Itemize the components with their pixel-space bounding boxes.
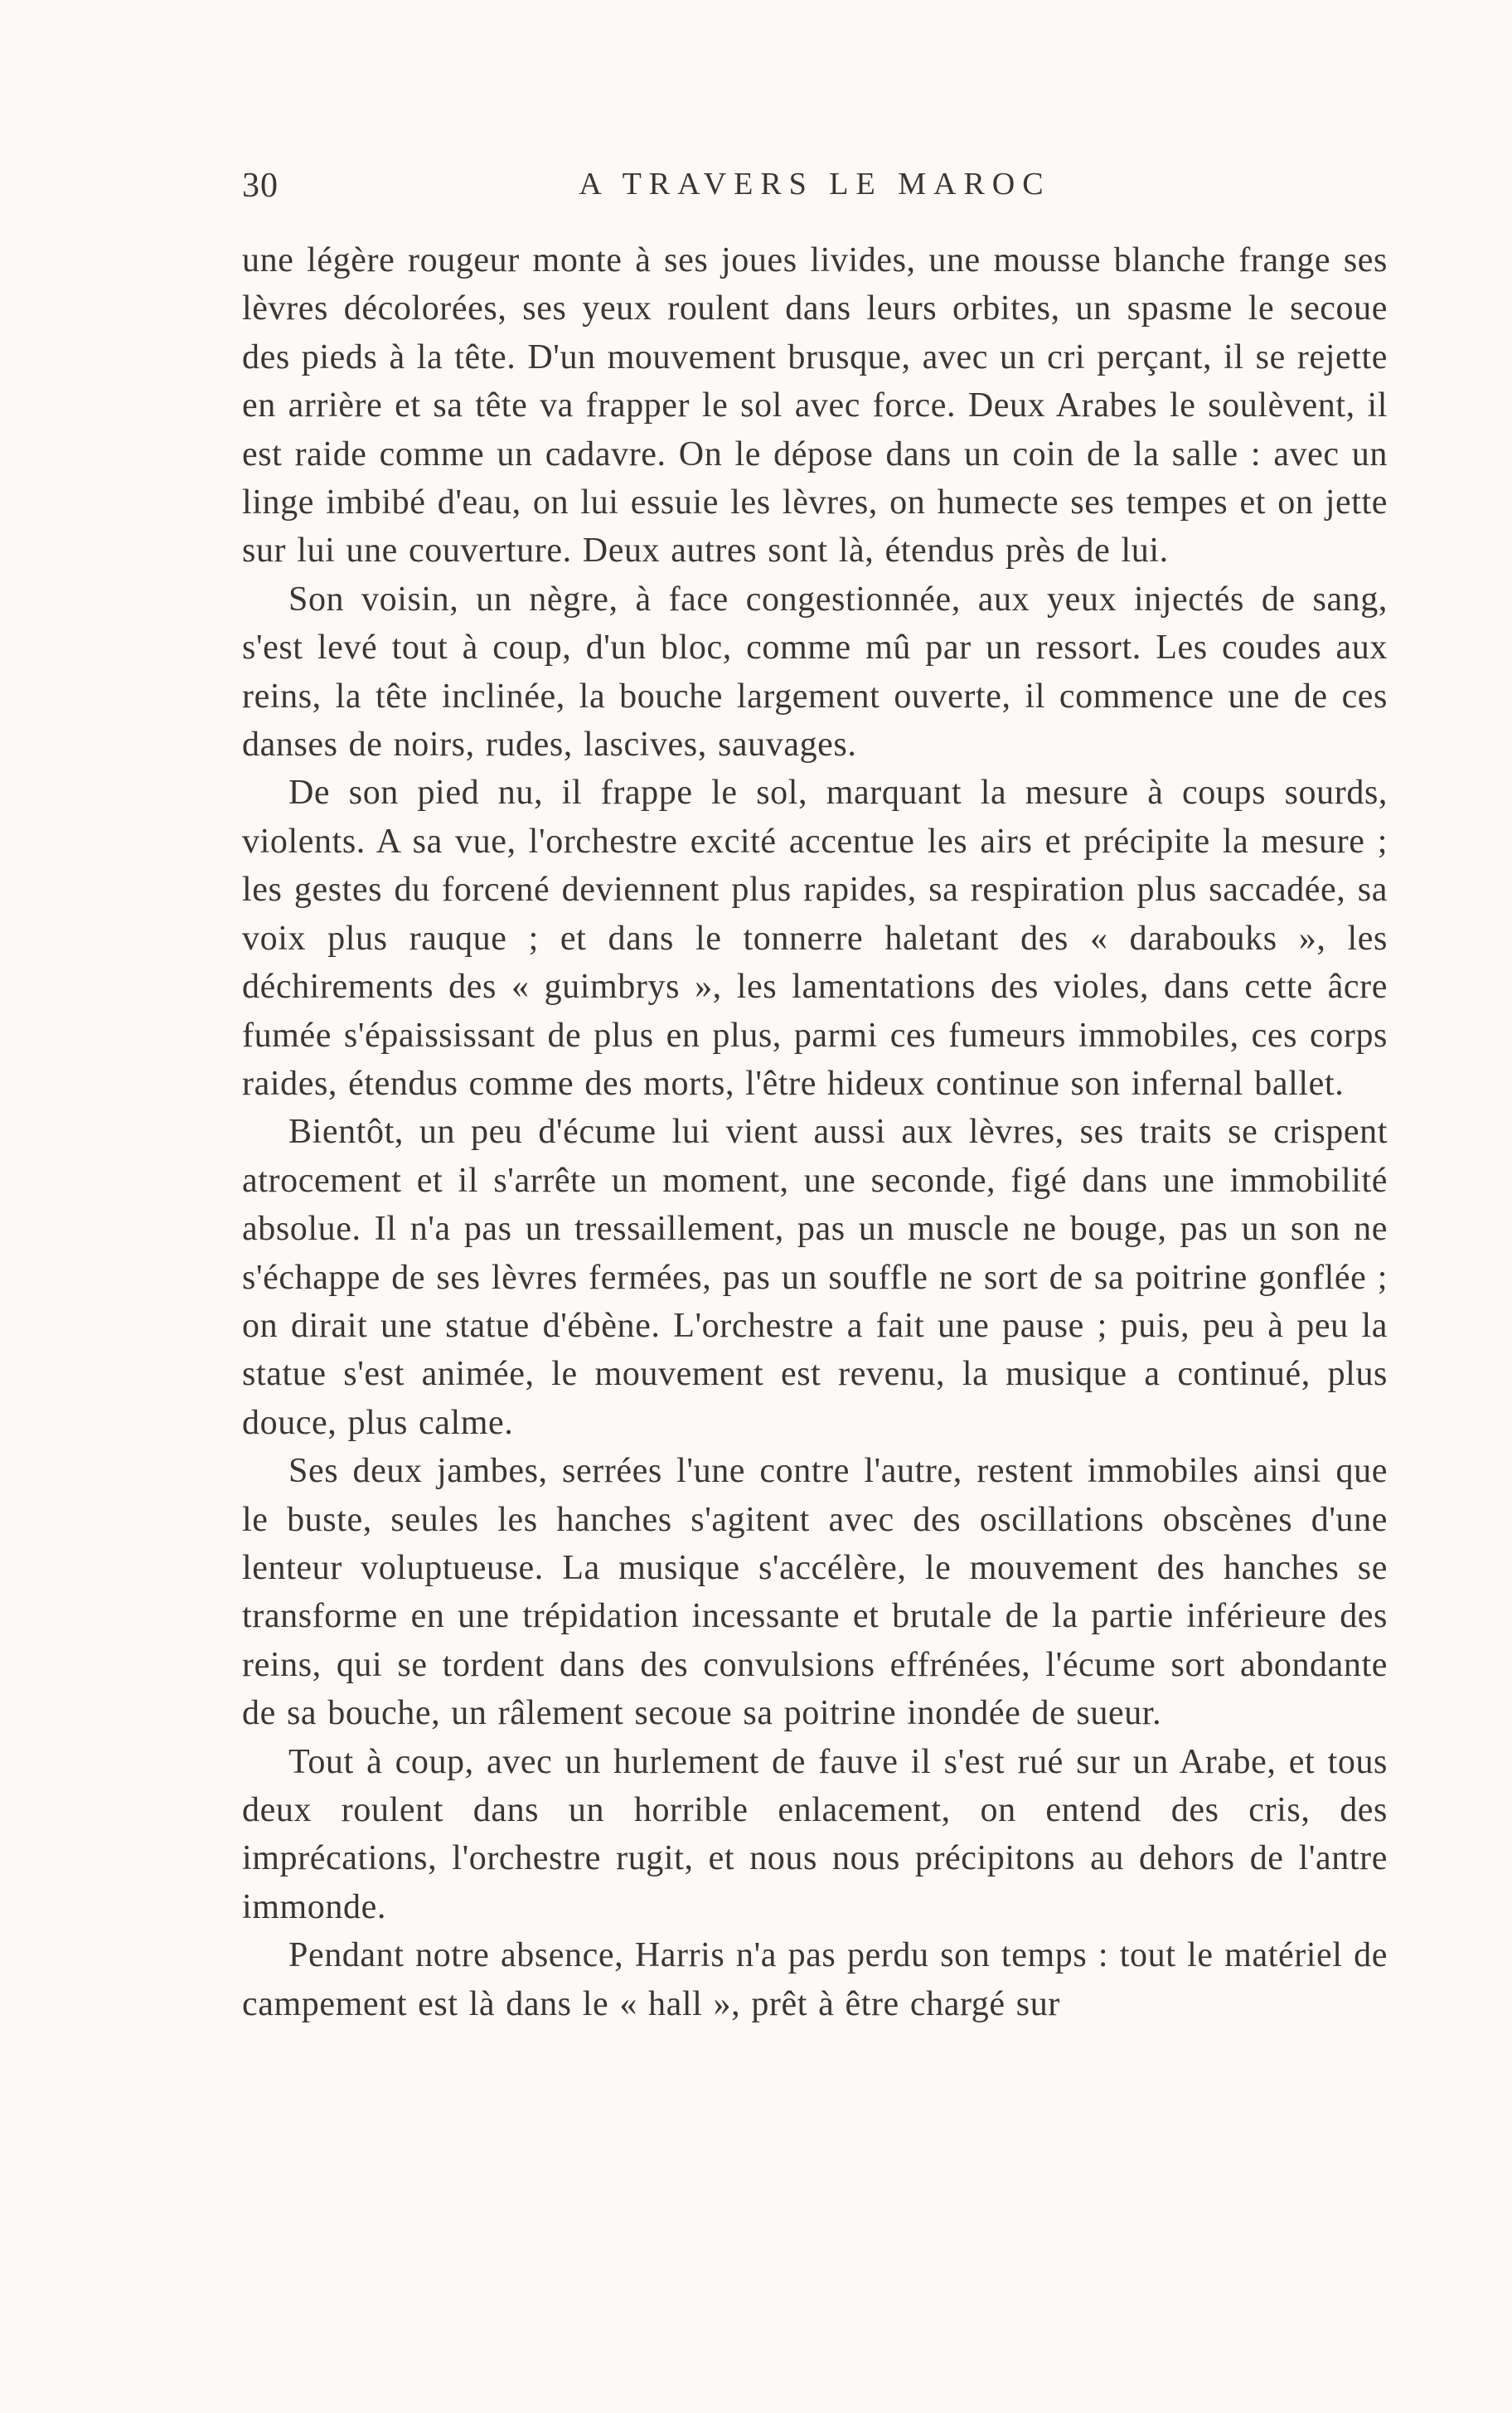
page-header	[242, 166, 1388, 216]
running-title: A TRAVERS LE MAROC	[579, 167, 1051, 201]
paragraph: Ses deux jambes, serrées l'une contre l'autre, restent immobiles ainsi que le buste, seules les hanches s'agitent avec des oscillations obscènes d'une lenteur voluptueuse. La musique s'accélère, le mouvement des hanches se transforme en une trépidation incessante et brutale de la partie inférieure des reins, qui se tordent dans des convulsions effrénées, l'écume sort abondante de sa bouche, un râlement secoue sa poitrine inondée de sueur.	[242, 1452, 1388, 1733]
paragraph: une légère rougeur monte à ses joues livides, une mousse blanche frange ses lèvres décolorées, ses yeux roulent dans leurs orbites, un spasme le secoue des pieds à la tête. D'un mouvement brusque, avec un cri perçant, il se rejette en arrière et sa tête va frapper le sol avec force. Deux Arabes le soulèvent, il est raide comme un cadavre. On le dépose dans un coin de la salle : avec un linge imbibé d'eau, on lui essuie les lèvres, on humecte ses tempes et on jette sur lui une couverture. Deux autres sont là, étendus près de lui.	[242, 241, 1388, 570]
paragraph: Bientôt, un peu d'écume lui vient aussi aux lèvres, ses traits se crispent atrocement et il s'arrête un moment, une seconde, figé dans une immobilité absolue. Il n'a pas un tressaillement, pas un muscle ne bouge, pas un son ne s'échappe de ses lèvres fermées, pas un souffle ne sort de sa poitrine gonflée ; on dirait une statue d'ébène. L'orchestre a fait une pause ; puis, peu à peu la statue s'est animée, le mouvement est revenu, la musique a continué, plus douce, plus calme.	[242, 1113, 1388, 1442]
paragraph: Pendant notre absence, Harris n'a pas perdu son temps : tout le matériel de campement est là dans le « hall », prêt à être chargé sur	[242, 1936, 1388, 2023]
paragraph: Son voisin, un nègre, à face congestionnée, aux yeux injectés de sang, s'est levé tout à coup, d'un bloc, comme mû par un ressort. Les coudes aux reins, la tête inclinée, la bouche largement ouverte, il commence une de ces danses de noirs, rudes, lascives, sauvages.	[242, 580, 1388, 765]
paragraph: Tout à coup, avec un hurlement de fauve il s'est rué sur un Arabe, et tous deux roulent dans un horrible enlacement, on entend des cris, des imprécations, l'orchestre rugit, et nous nous précipitons au dehors de l'antre immonde.	[242, 1742, 1388, 1926]
paragraph: De son pied nu, il frappe le sol, marquant la mesure à coups sourds, violents. A sa vue, l'orchestre excité accentue les airs et précipite la mesure ; les gestes du forcené deviennent plus rapides, sa respiration plus saccadée, sa voix plus rauque ; et dans le tonnerre haletant des « darabouks », les déchirements des « guimbrys », les lamentations des violes, dans cette âcre fumée s'épaississant de plus en plus, parmi ces fumeurs immobiles, ces corps raides, étendus comme des morts, l'être hideux continue son infernal ballet.	[242, 774, 1388, 1103]
body-text	[242, 236, 1388, 2028]
page-number: 30	[242, 167, 279, 205]
